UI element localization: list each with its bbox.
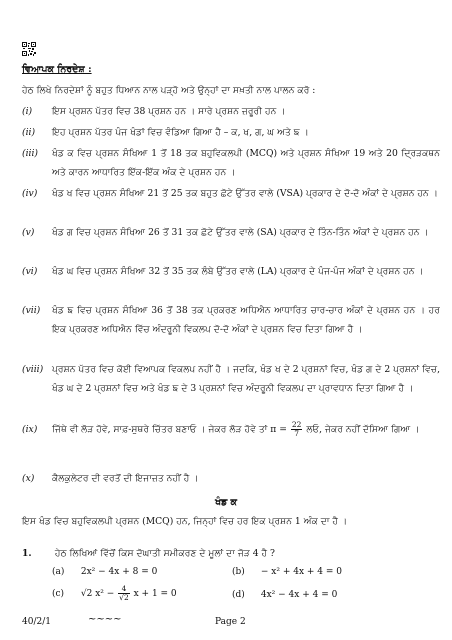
option-d: [232, 590, 337, 600]
fraction-numerator: 22: [291, 420, 302, 429]
instruction-item: [22, 223, 442, 242]
instruction-number: (ix): [22, 424, 38, 435]
instruction-text: ਖੰਡ ਙ ਵਿਚ ਪ੍ਰਸ਼ਨ ਸੰਖਿਆ 36 ਤੋਂ 38 ਤਕ ਪ੍ਰਕਰਣ ਅਧਿਐਨ ਆਧਾਰਿਤ ਚਾਰ-ਚਾਰ ਅੰਕਾਂ ਦੇ ਪ੍ਰਸ਼ਨ ਹਨ । ਹਰ ਇਕ ਪ੍ਰਕਰਣ ਅਧਿਐਨ ਵਿੱਚ ਅੰਦਰੂਨੀ ਵਿਕਲਪ ਦੋ-ਦੋ ਅੰਕਾਂ ਦੇ ਪ੍ਰਸ਼ਨ ਵਿਚ ਦਿਤਾ ਗਿਆ ਹੈ ।: [52, 305, 440, 335]
instruction-item: [22, 102, 442, 121]
option-a: [52, 567, 157, 577]
option-label: (c): [52, 589, 65, 599]
instruction-text: ਪ੍ਰਸ਼ਨ ਪੱਤਰ ਵਿਚ ਕੋਈ ਵਿਆਪਕ ਵਿਕਲਪ ਨਹੀਂ ਹੈ । ਜਦਕਿ, ਖੰਡ ਖ ਦੇ 2 ਪ੍ਰਸ਼ਨਾਂ ਵਿਚ, ਖੰਡ ਗ ਦੇ 2 ਪ੍ਰਸ਼ਨਾਂ ਵਿਚ, ਖੰਡ ਘ ਦੇ 2 ਪ੍ਰਸ਼ਨਾਂ ਵਿਚ ਅਤੇ ਖੰਡ ਙ ਦੇ 3 ਪ੍ਰਸ਼ਨਾਂ ਵਿਚ ਅੰਦਰੂਨੀ ਵਿਕਲਪ ਦਾ ਪ੍ਰਾਵਧਾਨ ਦਿਤਾ ਗਿਆ ਹੈ ।: [52, 364, 440, 394]
instruction-number: (vi): [22, 266, 38, 277]
section-intro: ਇਸ ਖੰਡ ਵਿਚ ਬਹੁਵਿਕਲਪੀ ਪ੍ਰਸ਼ਨ (MCQ) ਹਨ, ਜਿਨ੍ਹਾਂ ਵਿਚ ਹਰ ਇਕ ਪ੍ਰਸ਼ਨ 1 ਅੰਕ ਦਾ ਹੈ ।: [22, 516, 348, 527]
instruction-number: (i): [22, 106, 33, 117]
instruction-item: [22, 184, 442, 203]
instruction-item: [22, 144, 442, 182]
page-number: Page 2: [215, 617, 246, 627]
option-expression: − x² + 4x + 4 = 0: [260, 567, 343, 577]
instruction-item: [22, 469, 442, 488]
instruction-number: (iii): [22, 148, 38, 159]
instruction-item: [22, 301, 442, 339]
instruction-text: ਕੈਲਕੁਲੇਟਰ ਦੀ ਵਰਤੋਂ ਦੀ ਇਜਾਜ਼ਤ ਨਹੀਂ ਹੈ ।: [52, 473, 199, 484]
instruction-number: (iv): [22, 188, 38, 199]
instruction-text: ਖੰਡ ਗ ਵਿਚ ਪ੍ਰਸ਼ਨ ਸੰਖਿਆ 26 ਤੋਂ 31 ਤਕ ਛੋਟੇ ਉੱਤਰ ਵਾਲੇ (SA) ਪ੍ਰਕਾਰ ਦੇ ਤਿੰਨ-ਤਿੰਨ ਅੰਕਾਂ ਦੇ ਪ੍ਰਸ਼ਨ ਹਨ ।: [52, 227, 429, 238]
instruction-text: ਖੰਡ ਕ ਵਿਚ ਪ੍ਰਸ਼ਨ ਸੰਖਿਆ 1 ਤੋਂ 18 ਤਕ ਬਹੁਵਿਕਲਪੀ (MCQ) ਅਤੇ ਪ੍ਰਸ਼ਨ ਸੰਖਿਆ 19 ਅਤੇ 20 ਦ੍ਰਿੜਕਥਨ ਅਤੇ ਕਾਰਨ ਆਧਾਰਿਤ ਇੱਕ-ਇੱਕ ਅੰਕ ਦੇ ਪ੍ਰਸ਼ਨ ਹਨ ।: [52, 148, 440, 178]
instruction-number: (v): [22, 227, 35, 238]
pi-fraction: [291, 421, 303, 438]
instruction-item: [22, 420, 442, 439]
option-expression-part2: x + 1 = 0: [133, 589, 177, 599]
question-number: 1.: [22, 548, 32, 559]
instruction-number: (x): [22, 473, 35, 484]
general-instructions-intro: ਹੇਠ ਲਿਖੇ ਨਿਰਦੇਸ਼ਾਂ ਨੂੰ ਬਹੁਤ ਧਿਆਨ ਨਾਲ ਪੜ੍ਹੋ ਅਤੇ ਉਨ੍ਹਾਂ ਦਾ ਸਖ਼ਤੀ ਨਾਲ ਪਾਲਨ ਕਰੋ :: [22, 85, 316, 96]
option-expression: 4x² − 4x + 4 = 0: [260, 590, 338, 600]
qr-code-icon: [22, 42, 36, 56]
instruction-item: [22, 123, 442, 142]
instruction-text: ਇਹ ਪ੍ਰਸ਼ਨ ਪੱਤਰ ਪੰਜ ਖੰਡਾਂ ਵਿਚ ਵੰਡਿਆ ਗਿਆ ਹੈ – ਕ, ਖ, ਗ, ਘ ਅਤੇ ਙ ।: [52, 127, 309, 138]
option-label: (d): [232, 590, 245, 600]
option-expression: 2x² − 4x + 8 = 0: [80, 567, 158, 577]
question-text: ਹੇਠ ਲਿਖਿਆਂ ਵਿੱਚੋਂ ਕਿਸ ਦੋਘਾਤੀ ਸਮੀਕਰਣ ਦੇ ਮੂਲਾਂ ਦਾ ਜੋੜ 4 ਹੈ ?: [54, 548, 275, 559]
instruction-text-before: ਜਿੱਥੇ ਵੀ ਲੋੜ ਹੋਵੇ, ਸਾਫ਼-ਸੁਥਰੇ ਚਿੱਤਰ ਬਣਾਓ । ਜੇਕਰ ਲੋੜ ਹੋਵੇ ਤਾਂ π =: [52, 424, 287, 435]
option-label: (a): [52, 567, 65, 577]
question-1: [22, 548, 275, 559]
instruction-text-after: ਲਓ, ਜੇਕਰ ਨਹੀਂ ਦੱਸਿਆ ਗਿਆ ।: [306, 424, 420, 435]
instruction-number: (ii): [22, 127, 36, 138]
option-c: [52, 585, 177, 602]
paper-code: 40/2/1: [22, 617, 51, 627]
footer-mark: ~~~~: [88, 614, 122, 625]
general-instructions-heading: ਵਿਆਪਕ ਨਿਰਦੇਸ਼ :: [22, 64, 92, 75]
option-b: [232, 567, 342, 577]
instruction-text: ਇਸ ਪ੍ਰਸ਼ਨ ਪੱਤਰ ਵਿਚ 38 ਪ੍ਰਸ਼ਨ ਹਨ । ਸਾਰੇ ਪ੍ਰਸ਼ਨ ਜ਼ਰੂਰੀ ਹਨ ।: [52, 106, 286, 117]
instruction-text: ਖੰਡ ਘ ਵਿਚ ਪ੍ਰਸ਼ਨ ਸੰਖਿਆ 32 ਤੋਂ 35 ਤਕ ਲੰਬੇ ਉੱਤਰ ਵਾਲੇ (LA) ਪ੍ਰਕਾਰ ਦੇ ਪੰਜ-ਪੰਜ ਅੰਕਾਂ ਦੇ ਪ੍ਰਸ਼ਨ ਹਨ ।: [52, 266, 424, 277]
instruction-text: [52, 420, 440, 439]
option-label: (b): [232, 567, 245, 577]
fraction-denominator: √2: [119, 593, 129, 602]
section-title: ਖੰਡ ਕ: [215, 497, 237, 508]
instruction-number: (viii): [22, 364, 44, 375]
option-expression-part1: √2 x² −: [80, 589, 115, 599]
fraction-denominator: 7: [294, 429, 300, 438]
instruction-number: (vii): [22, 305, 41, 316]
instruction-item: [22, 262, 442, 281]
fraction-numerator: 4: [118, 585, 130, 594]
instruction-text: ਖੰਡ ਖ ਵਿਚ ਪ੍ਰਸ਼ਨ ਸੰਖਿਆ 21 ਤੋਂ 25 ਤਕ ਬਹੁਤ ਛੋਟੇ ਉੱਤਰ ਵਾਲੇ (VSA) ਪ੍ਰਕਾਰ ਦੇ ਦੋ-ਦੋ ਅੰਕਾਂ ਦੇ ਪ੍ਰਸ਼ਨ ਹਨ ।: [52, 188, 438, 199]
option-c-fraction: [118, 585, 130, 602]
instruction-item: [22, 360, 442, 398]
